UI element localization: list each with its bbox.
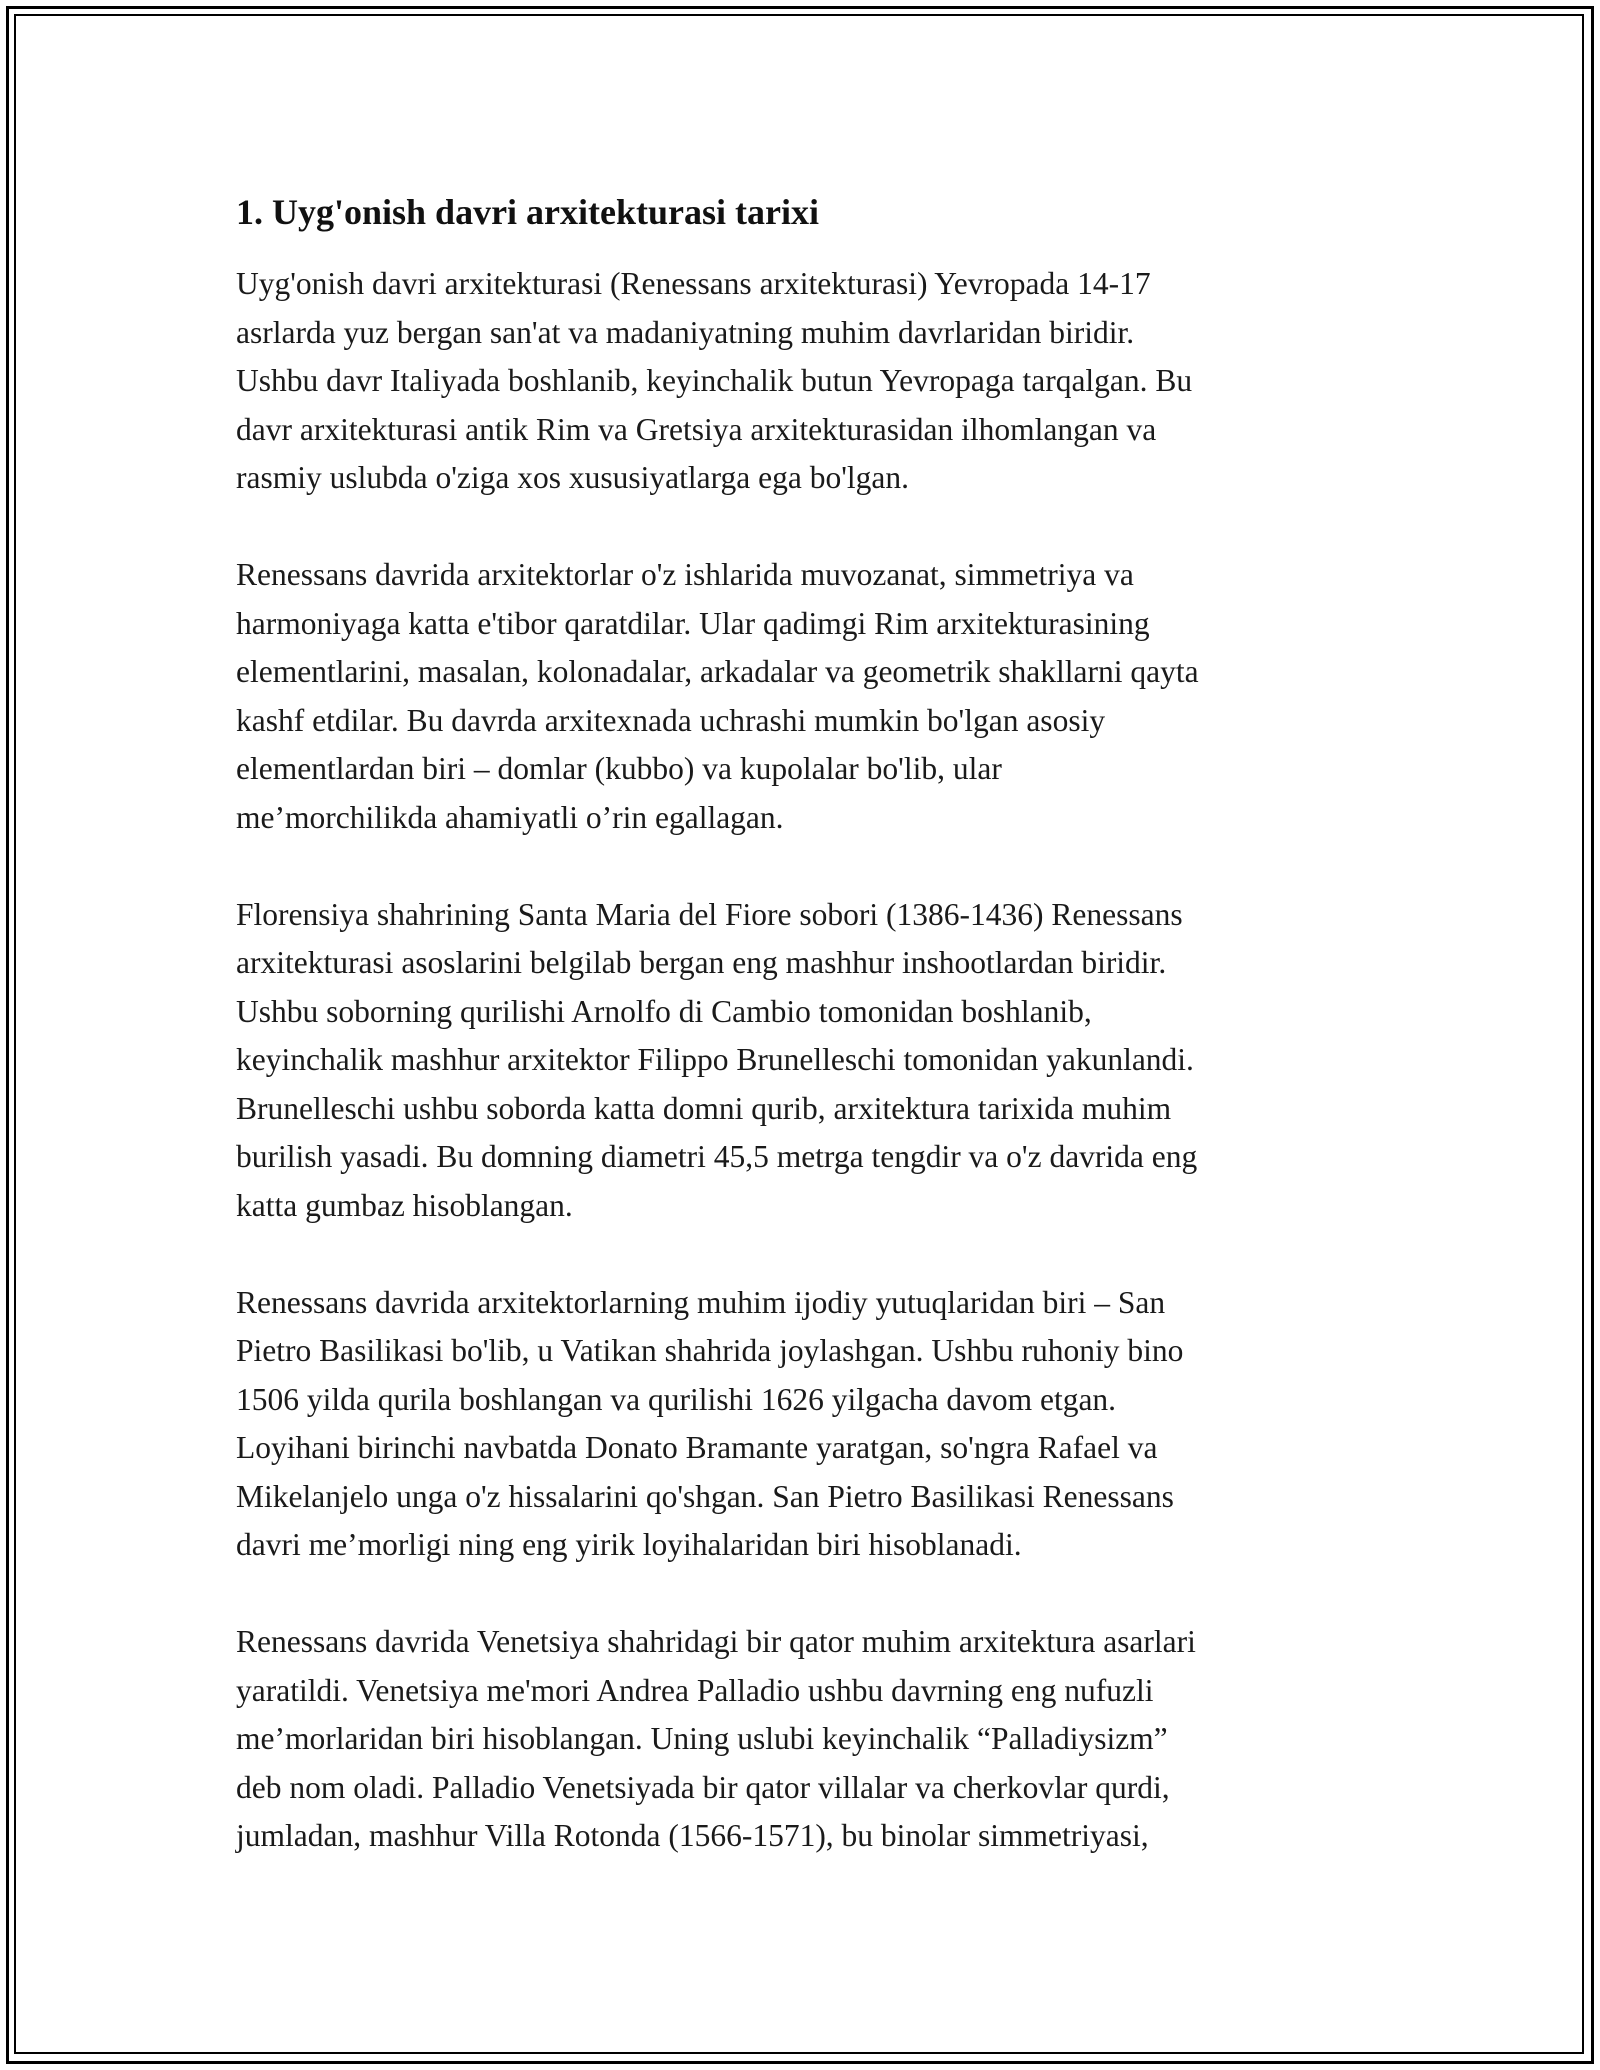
text-line: burilish yasadi. Bu domning diametri 45,5 metrga tengdir va o'z davrida eng — [236, 1139, 1198, 1174]
text-line: Renessans davrida Venetsiya shahridagi bir qator muhim arxitektura asarlari — [236, 1624, 1196, 1659]
text-line: Ushbu soborning qurilishi Arnolfo di Cambio tomonidan boshlanib, — [236, 993, 1092, 1029]
text-line: keyinchalik mashhur arxitektor Filippo Brunelleschi tomonidan yakunlandi. — [236, 1042, 1194, 1077]
text-line: Brunelleschi ushbu soborda katta domni qurib, arxitektura tarixida muhim — [236, 1090, 1172, 1126]
text-line: katta gumbaz hisoblangan. — [236, 1187, 573, 1223]
text-line: harmoniyaga katta e'tibor qaratdilar. Ular qadimgi Rim arxitekturasining — [236, 605, 1150, 641]
text-line: elementlardan biri – domlar (kubbo) va kupolalar bo'lib, ular — [236, 751, 1002, 786]
text-line: Ushbu davr Italiyada boshlanib, keyinchalik butun Yevropaga tarqalgan. Bu — [236, 363, 1193, 398]
text-line: Renessans davrida arxitektorlar o'z ishlarida muvozanat, simmetriya va — [236, 557, 1134, 592]
paragraph-5 — [236, 1618, 1386, 1861]
text-line: Pietro Basilikasi bo'lib, u Vatikan shahrida joylashgan. Ushbu ruhoniy bino — [236, 1333, 1184, 1368]
text-line: davr arxitekturasi antik Rim va Gretsiya arxitekturasidan ilhomlangan va — [236, 411, 1157, 447]
text-line: yaratildi. Venetsiya me'mori Andrea Palladio ushbu davrning eng nufuzli — [236, 1672, 1154, 1708]
text-line: deb nom oladi. Palladio Venetsiyada bir qator villalar va cherkovlar qurdi, — [236, 1769, 1170, 1805]
text-line: asrlarda yuz bergan san'at va madaniyatning muhim davrlaridan biridir. — [236, 314, 1135, 350]
text-line: me’morlaridan biri hisoblangan. Uning uslubi keyinchalik “Palladiysizm” — [236, 1721, 1168, 1756]
paragraph-1 — [236, 260, 1386, 503]
text-line: Florensiya shahrining Santa Maria del Fiore sobori (1386-1436) Renessans — [236, 896, 1183, 932]
document-body — [236, 188, 1386, 1909]
text-line: 1506 yilda qurila boshlangan va qurilishi 1626 yilgacha davom etgan. — [236, 1381, 1117, 1417]
paragraph-2 — [236, 551, 1386, 842]
text-line: kashf etdilar. Bu davrda arxitexnada uchrashi mumkin bo'lgan asosiy — [236, 702, 1106, 738]
text-line: Renessans davrida arxitektorlarning muhim ijodiy yutuqlaridan biri – San — [236, 1284, 1166, 1320]
paragraph-3 — [236, 891, 1386, 1231]
text-line: elementlarini, masalan, kolonadalar, arkadalar va geometrik shakllarni qayta — [236, 654, 1199, 689]
text-line: me’morchilikda ahamiyatli o’rin egallagan. — [236, 799, 784, 835]
text-line: Loyihani birinchi navbatda Donato Bramante yaratgan, so'ngra Rafael va — [236, 1430, 1158, 1465]
text-line: Mikelanjelo unga o'z hissalarini qo'shgan. San Pietro Basilikasi Renessans — [236, 1478, 1174, 1514]
section-heading: 1. Uyg'onish davri arxitekturasi tarixi — [236, 192, 819, 232]
text-line: rasmiy uslubda o'ziga xos xususiyatlarga ega bo'lgan. — [236, 460, 910, 495]
text-line: jumladan, mashhur Villa Rotonda (1566-1571), bu binolar simmetriyasi, — [236, 1818, 1149, 1853]
text-line: davri me’morligi ning eng yirik loyihalaridan biri hisoblanadi. — [236, 1527, 1022, 1562]
text-line: arxitekturasi asoslarini belgilab bergan eng mashhur inshootlardan biridir. — [236, 945, 1167, 980]
text-line: Uyg'onish davri arxitekturasi (Renessans arxitekturasi) Yevropada 14-17 — [236, 266, 1151, 301]
paragraph-4 — [236, 1279, 1386, 1570]
